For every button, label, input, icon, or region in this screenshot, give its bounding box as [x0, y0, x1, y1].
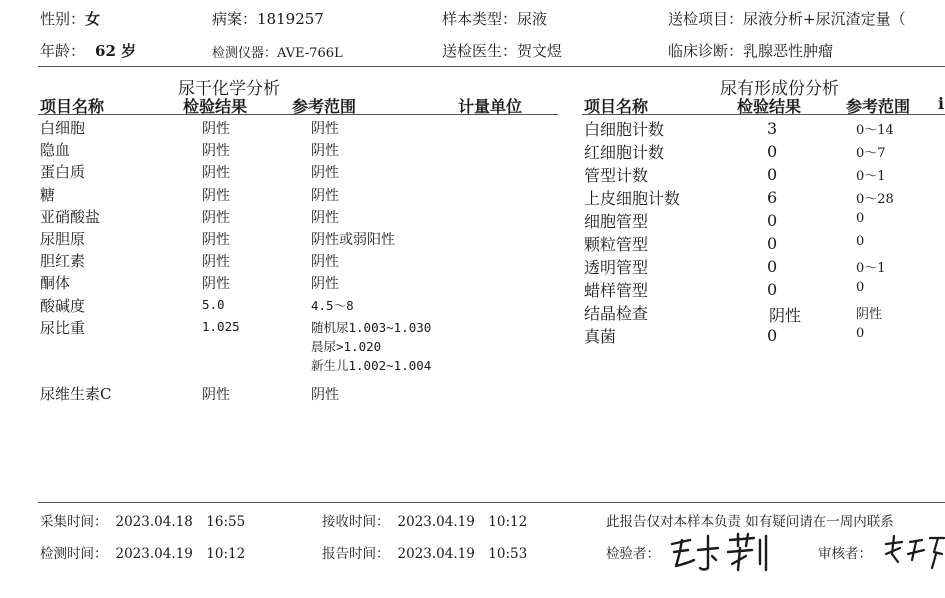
- report-time-label: 报告时间：: [322, 546, 390, 562]
- dry-row-ref: 阴性: [311, 121, 339, 137]
- dry-row-name: 白细胞: [40, 119, 86, 137]
- sediment-row-name: 白细胞计数: [584, 120, 665, 139]
- dry-row-ref: 阴性: [311, 254, 339, 271]
- dry-row-name: 隐血: [40, 141, 71, 160]
- dry-col-name: 项目名称: [40, 97, 105, 116]
- gender-label: 性别：: [40, 10, 86, 28]
- sediment-row-ref: 0: [856, 326, 865, 341]
- diagnosis-label: 临床诊断：: [668, 42, 744, 60]
- dry-row-ref: 新生儿1.002~1.004: [311, 357, 432, 373]
- header-divider: [38, 66, 945, 67]
- instrument-field: [212, 42, 343, 61]
- dry-row-ref: 阴性或弱阳性: [311, 232, 395, 248]
- dry-col-result: 检验结果: [183, 97, 248, 116]
- receive-time-field: [322, 510, 527, 530]
- case-value: 1819257: [257, 10, 324, 28]
- dry-row-ref: 阴性: [311, 143, 339, 160]
- dry-row-ref: 阴性: [311, 209, 339, 226]
- reviewer-label: 审核者：: [818, 546, 872, 562]
- sediment-row-ref: 0～1: [856, 261, 886, 276]
- sediment-row-ref: 0～1: [856, 169, 886, 184]
- disclaimer-notice: 此报告仅对本样本负责 如有疑问请在一周内联系: [606, 514, 894, 530]
- sediment-row-name: 结晶检查: [584, 304, 649, 323]
- sample-type-value: 尿液: [517, 10, 548, 28]
- dry-row-name: 胆红素: [40, 252, 86, 271]
- sediment-row-result: 0: [767, 326, 778, 345]
- inspector-signature: [668, 530, 772, 574]
- dry-row-result: 阴性: [202, 143, 230, 160]
- sediment-row-name: 透明管型: [584, 258, 649, 277]
- sediment-title: 尿有形成份分析: [720, 79, 839, 99]
- test-time-label: 检测时间：: [40, 546, 108, 562]
- test-items-value: 尿液分析+尿沉渣定量（: [743, 10, 906, 28]
- dry-row-result: 阴性: [202, 187, 230, 204]
- dry-row-name: 酸碱度: [40, 296, 86, 315]
- sediment-col-tail: i: [938, 94, 945, 113]
- sediment-row-ref: 0～14: [856, 123, 894, 138]
- doctor-field: [442, 40, 562, 61]
- receive-time-label: 接收时间：: [322, 514, 390, 530]
- dry-row-name: 糖: [40, 185, 56, 204]
- collect-time-value: 2023.04.18 16:55: [115, 514, 246, 530]
- sediment-row-result: 阴性: [769, 306, 802, 325]
- collect-time-field: [40, 510, 245, 530]
- sediment-table-header-rule: [582, 114, 945, 115]
- test-time-field: [40, 542, 245, 562]
- dry-row-result: 阴性: [202, 232, 230, 248]
- sediment-row-ref: 0: [856, 211, 865, 226]
- diagnosis-value: 乳腺恶性肿瘤: [743, 42, 834, 60]
- sediment-row-ref: 0～7: [856, 146, 886, 161]
- collect-time-label: 采集时间：: [40, 514, 108, 530]
- dry-table-header-rule: [38, 114, 558, 115]
- sediment-row-name: 真菌: [584, 327, 617, 346]
- sediment-row-result: 0: [767, 234, 778, 253]
- sediment-col-result: 检验结果: [737, 97, 802, 116]
- report-time-field: [322, 542, 527, 562]
- dry-row-ref: 阴性: [311, 165, 339, 182]
- dry-row-name: 尿比重: [40, 318, 86, 337]
- instrument-value: AVE-766L: [277, 46, 343, 61]
- doctor-label: 送检医生：: [442, 42, 518, 60]
- sample-type-label: 样本类型：: [442, 10, 518, 28]
- sediment-row-name: 蜡样管型: [584, 281, 649, 300]
- sediment-row-name: 颗粒管型: [584, 235, 649, 254]
- dry-row-ref: 阴性: [311, 387, 339, 403]
- sediment-row-ref: 0: [856, 234, 865, 249]
- sediment-row-result: 6: [767, 188, 778, 207]
- reviewer-signature: [882, 532, 945, 572]
- sediment-row-ref: 阴性: [856, 307, 883, 322]
- age-label: 年龄：: [40, 42, 86, 60]
- dry-row-name: 尿维生素C: [40, 385, 112, 403]
- dry-row-name: 酮体: [40, 274, 71, 293]
- test-items-field: [668, 8, 906, 29]
- dry-col-unit: 计量单位: [458, 97, 523, 116]
- sediment-row-result: 0: [767, 280, 778, 299]
- sample-type-field: [442, 8, 547, 29]
- sediment-row-result: 0: [767, 211, 778, 230]
- dry-row-ref: 阴性: [311, 187, 339, 204]
- sediment-row-name: 上皮细胞计数: [584, 189, 681, 208]
- dry-row-ref: 4.5～8: [311, 297, 354, 313]
- sediment-col-name: 项目名称: [584, 97, 649, 116]
- gender-value: 女: [85, 10, 101, 28]
- dry-row-result: 阴性: [202, 254, 230, 271]
- dry-row-ref: 晨尿>1.020: [311, 338, 382, 354]
- dry-row-result: 阴性: [202, 209, 230, 226]
- report-time-value: 2023.04.19 10:53: [397, 546, 528, 562]
- dry-row-name: 蛋白质: [40, 163, 86, 182]
- dry-row-result: 阴性: [202, 276, 230, 293]
- sediment-row-name: 红细胞计数: [584, 143, 665, 162]
- sediment-row-result: 0: [767, 257, 778, 276]
- receive-time-value: 2023.04.19 10:12: [397, 514, 528, 530]
- age-value: 62 岁: [95, 42, 137, 60]
- dry-row-name: 亚硝酸盐: [40, 207, 101, 226]
- age-field: [40, 40, 136, 61]
- sediment-row-name: 细胞管型: [584, 212, 649, 231]
- sediment-row-name: 管型计数: [584, 166, 649, 185]
- test-time-value: 2023.04.19 10:12: [115, 546, 246, 562]
- dry-chemistry-title: 尿干化学分析: [178, 79, 280, 99]
- dry-row-name: 尿胆原: [40, 230, 86, 248]
- instrument-label: 检测仪器：: [212, 46, 278, 61]
- sediment-col-ref: 参考范围: [846, 97, 911, 116]
- test-items-label: 送检项目：: [668, 10, 744, 28]
- case-field: [212, 8, 324, 29]
- dry-row-result: 5.0: [202, 296, 225, 312]
- dry-row-result: 阴性: [202, 121, 230, 137]
- sediment-row-result: 0: [767, 142, 778, 161]
- dry-row-ref: 阴性: [311, 276, 339, 293]
- gender-field: [40, 8, 100, 29]
- dry-row-result: 阴性: [202, 165, 230, 182]
- doctor-value: 贺文煜: [517, 42, 563, 60]
- sediment-row-ref: 0～28: [856, 192, 894, 207]
- diagnosis-field: [668, 40, 833, 61]
- sediment-row-result: 0: [767, 165, 778, 184]
- sediment-row-ref: 0: [856, 280, 865, 295]
- dry-row-ref: 随机尿1.003~1.030: [311, 319, 432, 335]
- inspector-label: 检验者：: [606, 546, 660, 562]
- case-label: 病案：: [212, 10, 258, 28]
- sediment-row-result: 3: [767, 119, 778, 138]
- footer-divider: [38, 502, 945, 503]
- dry-col-ref: 参考范围: [292, 97, 357, 116]
- dry-row-result: 1.025: [202, 318, 240, 334]
- dry-row-result: 阴性: [202, 387, 230, 403]
